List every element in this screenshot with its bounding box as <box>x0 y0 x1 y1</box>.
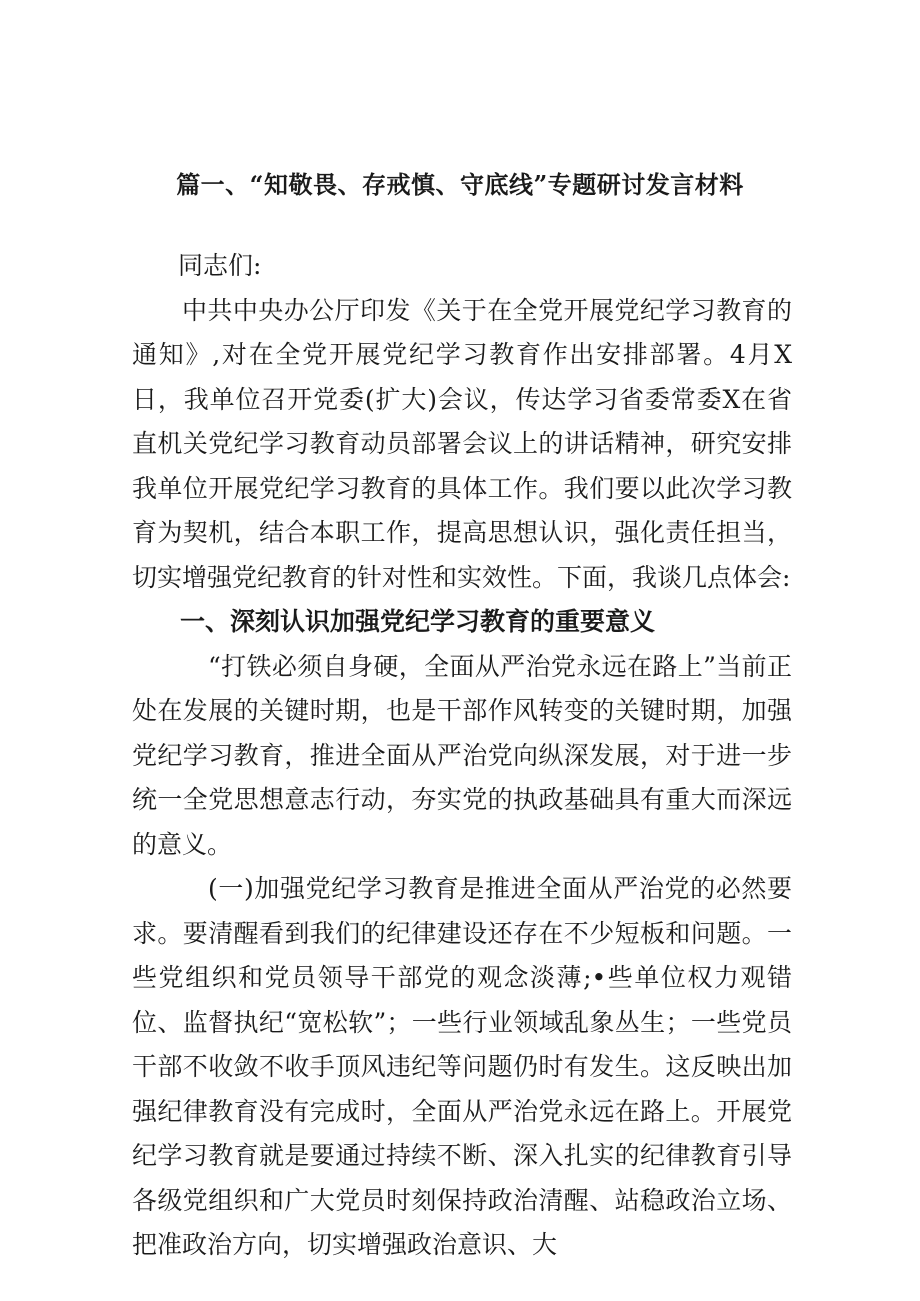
paragraph-significance: “打铁必须自身硬，全面从严治党永远在路上”当前正处在发展的关键时期，也是干部作风转变的关键时期，加强党纪学习教育，推进全面从严治党向纵深发展，对于进一步统一全党思想意志行动，夯实党的执政基础具有重大而深远的意义。 <box>132 651 792 859</box>
greeting: 同志们: <box>178 251 262 280</box>
paragraph-intro: 中共中央办公厅印发《关于在全党开展党纪学习教育的通知》,对在全党开展党纪学习教育作出安排部署。4月X日，我单位召开党委(扩大)会议，传达学习省委常委X在省直机关党纪学习教育动员部署会议上的讲话精神，研究安排我单位开展党纪学习教育的具体工作。我们要以此次学习教育为契机，结合本职工作，提高思想认识，强化责任担当，切实增强党纪教育的针对性和实效性。下面，我谈几点体会: <box>132 295 792 592</box>
document-body <box>132 244 792 1268</box>
section-heading-1: 一、深刻认识加强党纪学习教育的重要意义 <box>180 607 656 636</box>
document-title: 篇一、“知敬畏、存戒慎、守底线”专题研讨发言材料 <box>176 170 744 199</box>
paragraph-point-1: (一)加强党纪学习教育是推进全面从严治党的必然要求。要清醒看到我们的纪律建设还存在不少短板和问题。一些党组织和党员领导干部党的观念淡薄;•些单位权力观错位、监督执纪“宽松软”；一些行业领域乱象丛生；一些党员干部不收敛不收手顶风违纪等问题仍时有发生。这反映出加强纪律教育没有完成时，全面从严治党永远在路上。开展党纪学习教育就是要通过持续不断、深入扎实的纪律教育引导各级党组织和广大党员时刻保持政治清醒、站稳政治立场、把准政治方向，切实增强政治意识、大 <box>132 874 792 1259</box>
